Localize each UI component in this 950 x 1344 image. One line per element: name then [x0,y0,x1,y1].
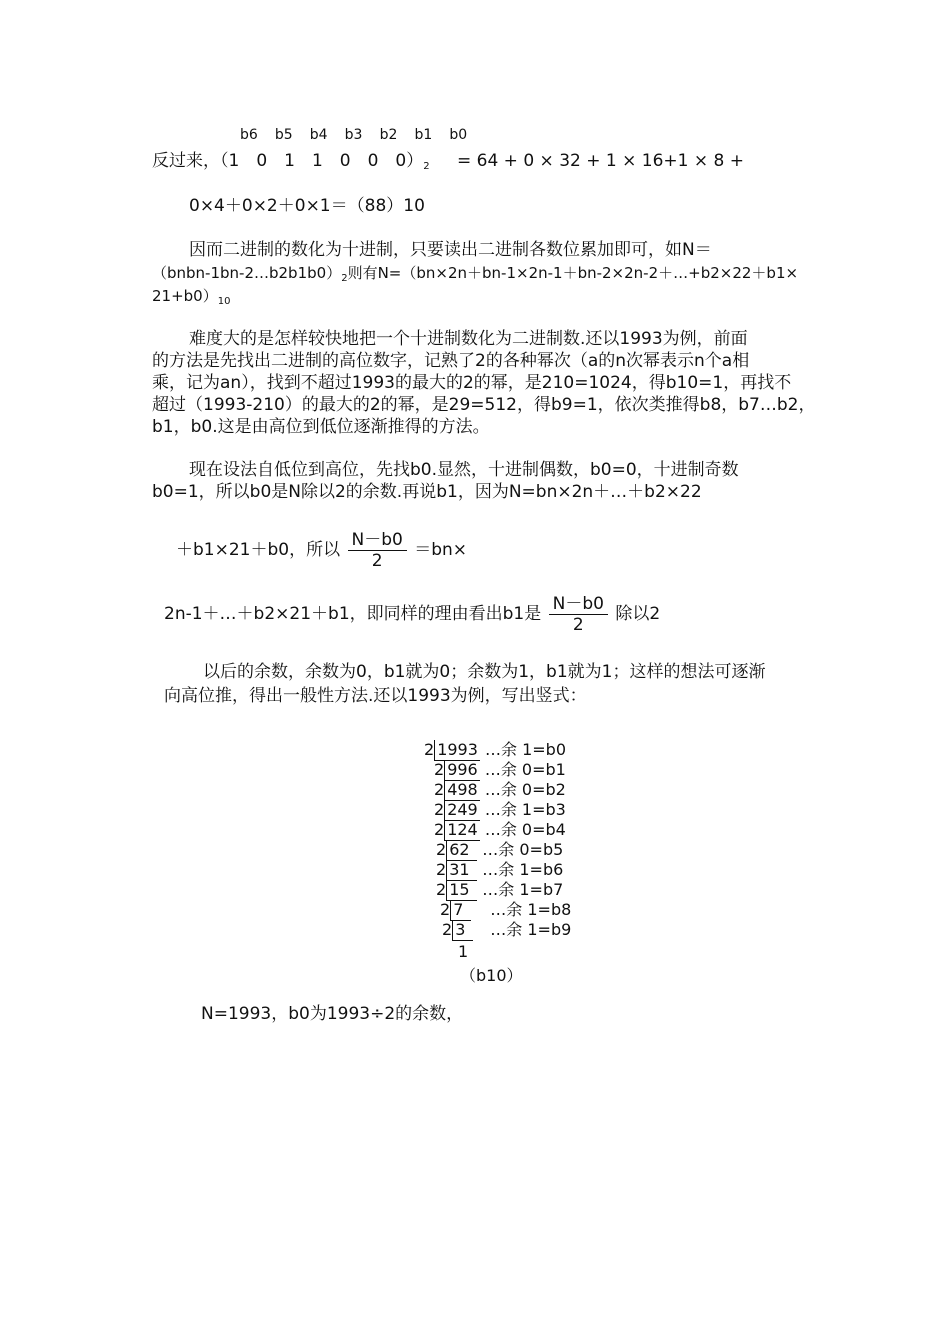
final-quotient: 1 [458,942,469,961]
quotient: 996 [444,760,480,781]
quotient: 124 [444,820,480,841]
paragraph-1-line-1: 因而二进制的数化为十进制，只要读出二进制各数位累加即可，如N＝ [189,240,712,260]
division-row [434,820,566,841]
remainder: …余 0=b5 [482,840,564,859]
paragraph-3-line-2: b0=1，所以b0是N除以2的余数.再说b1，因为N=bn×2n＋…＋b2×22 [152,482,702,502]
bit-label: b3 [344,127,363,143]
paragraph-4-line-2: 向高位推，得出一般性方法.还以1993为例，写出竖式： [164,686,587,706]
formula-suffix: 除以2 [615,604,661,624]
quotient: 498 [444,780,480,801]
divisor: 2 [436,860,447,879]
formula-prefix: 2n-1＋…＋b2×21＋b1，即同样的理由看出b1是 [164,604,542,624]
binary-digit-header [240,124,479,143]
bit-label: b5 [274,127,293,143]
binary-expression: （bnbn-1bn-2…b2b1b0） [152,264,342,282]
divisor: 2 [442,920,453,939]
quotient: 1993 [434,740,480,761]
divisor: 2 [434,760,445,779]
final-quotient-label: （b10） [460,966,523,985]
remainder: …余 0=b4 [484,820,566,839]
quotient: 3 [452,920,473,941]
paragraph-2-line-2: 的方法是先找出二进制的高位数字，记熟了2的各种幂次（a的n次幂表示n个a相 [152,351,750,371]
division-row [434,760,566,781]
remainder: …余 0=b2 [484,780,566,799]
final-line: N=1993，b0为1993÷2的余数， [201,1004,464,1024]
remainder: …余 0=b1 [484,760,566,779]
binary-digits: （1 0 1 1 0 0 0） [220,151,424,171]
divisor: 2 [434,800,445,819]
fraction-denominator: 2 [572,614,584,635]
conversion-line-1 [152,150,744,178]
divisor: 2 [434,780,445,799]
division-row [440,900,571,921]
formula-line-1 [176,528,467,572]
paragraph-2-line-3: 乘，记为an），找到不超过1993的最大的2的幂，是210=1024，得b10=1，再找不 [152,373,792,393]
quotient: 7 [450,900,471,921]
paragraph-1-line-2 [152,262,798,290]
divisor: 2 [440,900,451,919]
remainder: …余 1=b6 [482,860,564,879]
base-subscript: 10 [217,296,231,307]
remainder: …余 1=b0 [485,740,567,759]
fraction-denominator: 2 [371,550,383,571]
remainder: …余 1=b7 [482,880,564,899]
formula-line-2 [164,592,660,636]
paragraph-4-line-1: 以后的余数，余数为0，b1就为0；余数为1，b1就为1；这样的想法可逐渐 [203,662,766,682]
divisor: 2 [434,820,445,839]
quotient: 62 [446,840,477,861]
quotient: 15 [446,880,477,901]
division-row [442,920,571,941]
divisor: 2 [436,840,447,859]
bit-label: b4 [309,127,328,143]
bit-label: b1 [414,127,433,143]
paragraph-1-line-3 [152,285,230,313]
quotient: 249 [444,800,480,821]
bit-label: b6 [240,127,258,143]
bit-label: b0 [449,127,468,143]
division-row [436,840,563,861]
conversion-line-2: 0×4＋0×2＋0×1＝（88）10 [189,196,425,216]
division-row [434,800,566,821]
fraction [348,530,407,571]
remainder: …余 1=b3 [484,800,566,819]
paragraph-3-line-1: 现在设法自低位到高位，先找b0.显然，十进制偶数，b0=0，十进制奇数 [189,460,739,480]
base-subscript: 2 [423,161,430,172]
division-row [434,780,566,801]
expansion-rhs: = 64 + 0 × 32 + 1 × 16+1 × 8 + [457,151,744,171]
paragraph-2-line-4: 超过（1993-210）的最大的2的幂，是29=512，得b9=1，依次类推得b8，b7…b2， [152,395,816,415]
remainder: …余 1=b9 [490,920,572,939]
line-prefix: 反过来， [152,151,220,171]
division-row [436,880,563,901]
fraction [549,594,608,635]
divisor: 2 [436,880,447,899]
remainder: …余 1=b8 [490,900,572,919]
formula-suffix: ＝bn× [414,540,468,560]
fraction-numerator: N－b0 [348,530,407,551]
expansion-tail: 21+b0） [152,287,218,305]
fraction-numerator: N－b0 [549,594,608,615]
paragraph-2-line-5: b1，b0.这是由高位到低位逐渐推得的方法。 [152,417,490,437]
decimal-expansion: 则有N=（bn×2n＋bn-1×2n-1＋bn-2×2n-2＋…+b2×22＋b1× [347,264,799,282]
quotient: 31 [446,860,477,881]
division-row [436,860,563,881]
base-subscript: 2 [341,273,348,284]
bit-label: b2 [379,127,398,143]
division-row [424,740,566,761]
paragraph-2-line-1: 难度大的是怎样较快地把一个十进制数化为二进制数.还以1993为例，前面 [189,329,748,349]
formula-prefix: ＋b1×21＋b0，所以 [176,540,341,560]
divisor: 2 [424,740,435,759]
